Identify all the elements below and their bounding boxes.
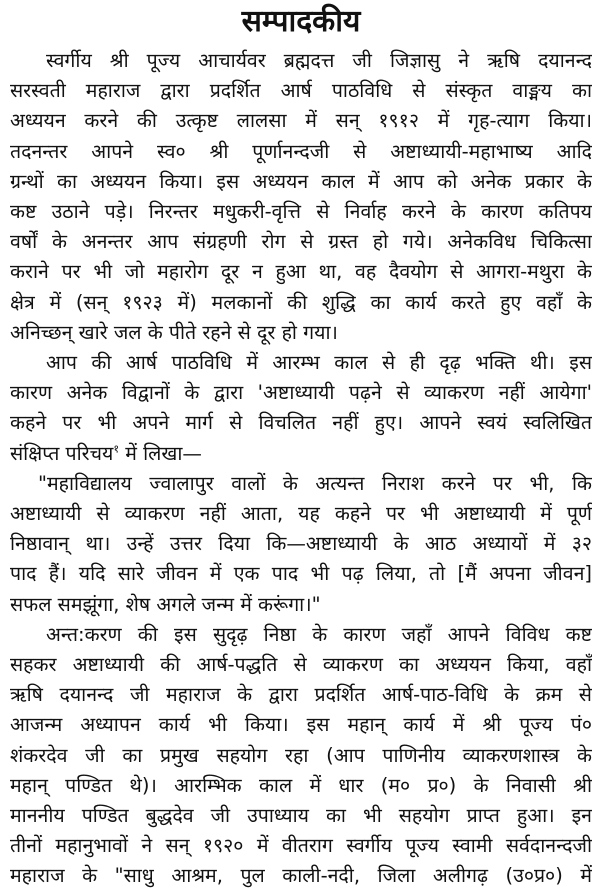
paragraph-1 [10,46,592,348]
text-line: कराने पर भी जो महारोग दूर न हुआ था, वह दैवयोग से आगरा-मथुरा के [10,260,592,284]
text-line: "महाविद्यालय ज्वालापुर वालों के अत्यन्त निराश करने पर भी, कि [38,471,592,495]
footnote-marker: १ [113,442,120,456]
text-line: क्षेत्र में (सन् १९२३ में) मलकानों की शुद्धि का कार्य करते हुए वहाँ के [10,290,592,314]
text-line: महाराज के "साधु आश्रम, पुल काली-नदी, जिला अलीगढ़ (उ०प्र०) में [10,864,592,888]
text-line: आप की आर्ष पाठविधि में आरम्भ काल से ही दृढ़ भक्ति थी। इस [46,351,592,375]
page-title: सम्पादकीय [241,4,361,39]
quotation [10,469,592,620]
text-line: वर्षों के अनन्तर आप संग्रहणी रोग से ग्रस्त हो गये। अनेकविध चिकित्सा [10,230,592,254]
text-line: अध्ययन करने की उत्कृष्ट लालसा में सन् १९१२ में गृह-त्याग किया। [10,109,592,133]
text-line: महान् पण्डित थे)। आरम्भिक काल में धार (म० प्र०) के निवासी श्री [10,773,592,797]
paragraph-4 [10,620,592,892]
paragraph-2 [10,348,592,469]
text-line: तदनन्तर आपने स्व० श्री पूर्णानन्दजी से अष्टाध्यायी-महाभाष्य आदि [10,139,592,163]
text-line: कष्ट उठाने पड़े। निरन्तर मधुकरी-वृत्ति से निर्वाह करने के कारण कतिपय [10,200,592,224]
text-line: अन्त:करण की इस सुदृढ़ निष्ठा के कारण जहाँ आपने विविध कष्ट [46,622,592,646]
text-segment: में लिखा— [119,441,202,465]
text-line: ऋषि दयानन्द जी महाराज के द्वारा प्रदर्शित आर्ष-पाठ-विधि के क्रम से [10,683,592,707]
text-line: कहने पर भी अपने मार्ग से विचलित नहीं हुए। आपने स्वयं स्वलिखित [10,411,592,435]
text-line: निष्ठावान् था। उन्हें उत्तर दिया कि—अष्टाध्यायी के आठ अध्यायों में ३२ [10,532,592,556]
text-segment: संक्षिप्त परिचय [10,441,114,465]
text-line: सहकर अष्टाध्यायी की आर्ष-पद्धति से व्याकरण का अध्ययन किया, वहाँ [10,653,592,677]
text-line: पाद हैं। यदि सारे जीवन में एक पाद भी पढ़ लिया, तो [मैं अपना जीवन] [10,562,592,586]
text-line: सरस्वती महाराज द्वारा प्रदर्शित आर्ष पाठविधि से संस्कृत वाङ्मय का [10,79,592,103]
text-line: अनिच्छन् खारे जल के पीते रहने से दूर हो गया। [10,320,338,344]
text-line: शंकरदेव जी का प्रमुख सहयोग रहा (आप पाणिनीय व्याकरणशास्त्र के [10,743,592,767]
text-line: अष्टाध्यायी से व्याकरण नहीं आता, यह कहने पर भी अष्टाध्यायी में पूर्ण [10,502,592,526]
text-line [10,439,592,469]
text-line: आजन्म अध्यापन कार्य भी किया। इस महान् कार्य में श्री पूज्य पं० [10,713,592,737]
text-line: स्वर्गीय श्री पूज्य आचार्यवर ब्रह्मदत्त जी जिज्ञासु ने ऋषि दयानन्द [46,49,592,72]
text-line: कारण अनेक विद्वानों के द्वारा 'अष्टाध्यायी पढ़ने से व्याकरण नहीं आयेगा' [10,381,592,405]
text-line: तीनों महानुभावों ने सन् १९२० में वीतराग स्वर्गीय पूज्य स्वामी सर्वदानन्दजी [10,834,592,858]
text-line: माननीय पण्डित बुद्धदेव जी उपाध्याय का भी सहयोग प्राप्त हुआ। इन [10,804,592,828]
text-line: ग्रन्थों का अध्ययन किया। इस अध्ययन काल में आप को अनेक प्रकार के [10,169,592,193]
text-line: सफल समझूंगा, शेष अगले जन्म में करूंगा।" [10,592,321,616]
